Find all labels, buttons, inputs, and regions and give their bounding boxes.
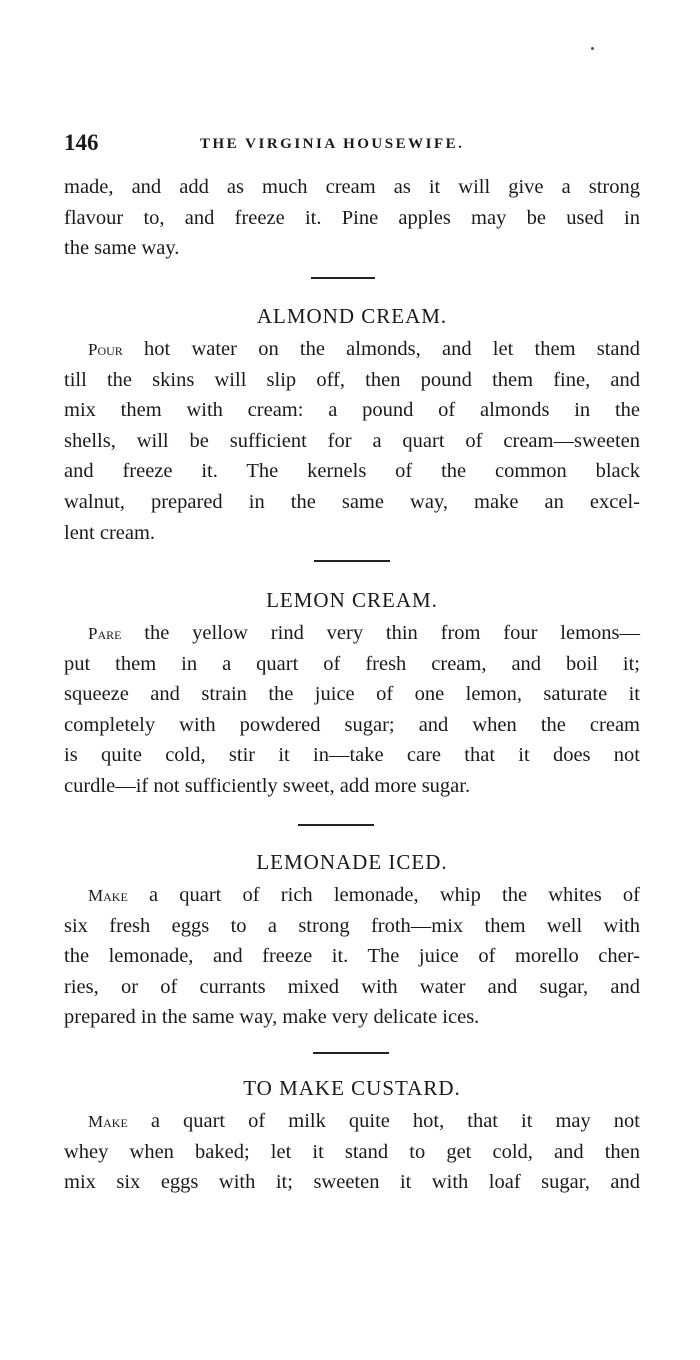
- text-line: put them in a quart of fresh cream, and boil it;: [64, 652, 640, 675]
- text-line: lent cream.: [64, 521, 156, 544]
- text-line: shells, will be sufficient for a quart of cream—sweeten: [64, 429, 640, 452]
- text-line: is quite cold, stir it in—take care that it does not: [64, 744, 640, 767]
- section-title-almond-cream: ALMOND CREAM.: [256, 304, 448, 328]
- lemon-cream-paragraph: [64, 618, 640, 802]
- text-line: mix them with cream: a pound of almonds in the: [64, 399, 640, 422]
- text-line-rest: a quart of rich lemonade, whip the whites of: [148, 884, 641, 906]
- text-line: [64, 334, 640, 365]
- text-line: made, and add as much cream as it will give a strong: [64, 176, 640, 198]
- text-line: [64, 880, 640, 911]
- section-divider: [298, 824, 374, 826]
- text-line: mix six eggs with it; sweeten it with loaf sugar, and: [64, 1171, 640, 1194]
- text-line: squeeze and strain the juice of one lemon, saturate it: [64, 683, 640, 706]
- section-title-to-make-custard: TO MAKE CUSTARD.: [243, 1076, 461, 1100]
- intro-paragraph: [64, 172, 640, 264]
- text-line-rest: a quart of milk quite hot, that it may not: [150, 1110, 640, 1132]
- page-header: [64, 130, 644, 164]
- running-head: THE VIRGINIA HOUSEWIFE.: [200, 136, 465, 152]
- lemonade-iced-paragraph: [64, 880, 640, 1033]
- text-line: flavour to, and freeze it. Pine apples may be used in: [64, 206, 640, 229]
- text-line: completely with powdered sugar; and when the cream: [64, 713, 640, 736]
- custard-paragraph: [64, 1106, 640, 1198]
- section-title-lemon-cream: LEMON CREAM.: [266, 588, 438, 612]
- section-divider: [314, 560, 390, 562]
- page-number: 146: [64, 130, 99, 155]
- lead-word: Make: [88, 1112, 128, 1131]
- lead-word: Pour: [88, 340, 123, 359]
- text-line: [64, 1106, 640, 1137]
- text-line: walnut, prepared in the same way, make an excel-: [64, 490, 640, 513]
- text-line: and freeze it. The kernels of the common black: [64, 460, 640, 483]
- text-line: till the skins will slip off, then pound them fine, and: [64, 368, 640, 391]
- lead-word: Make: [88, 886, 128, 905]
- text-line: curdle—if not sufficiently sweet, add more sugar.: [64, 774, 471, 797]
- text-line: prepared in the same way, make very delicate ices.: [64, 1006, 480, 1029]
- printing-speck: [591, 47, 594, 50]
- text-line: [64, 618, 640, 649]
- section-divider: [311, 277, 375, 279]
- lead-word: Pare: [88, 624, 122, 643]
- almond-cream-paragraph: [64, 334, 640, 548]
- text-line: the lemonade, and freeze it. The juice of morello cher-: [64, 945, 640, 968]
- text-line: whey when baked; let it stand to get cold, and then: [64, 1140, 640, 1163]
- section-title-lemonade-iced: LEMONADE ICED.: [256, 850, 448, 874]
- text-line: six fresh eggs to a strong froth—mix them well with: [64, 914, 640, 937]
- text-line-rest: hot water on the almonds, and let them stand: [144, 338, 641, 360]
- text-line: the same way.: [64, 237, 180, 260]
- text-line: ries, or of currants mixed with water and sugar, and: [64, 975, 640, 998]
- text-line-rest: the yellow rind very thin from four lemons—: [144, 622, 640, 644]
- section-divider: [313, 1052, 389, 1054]
